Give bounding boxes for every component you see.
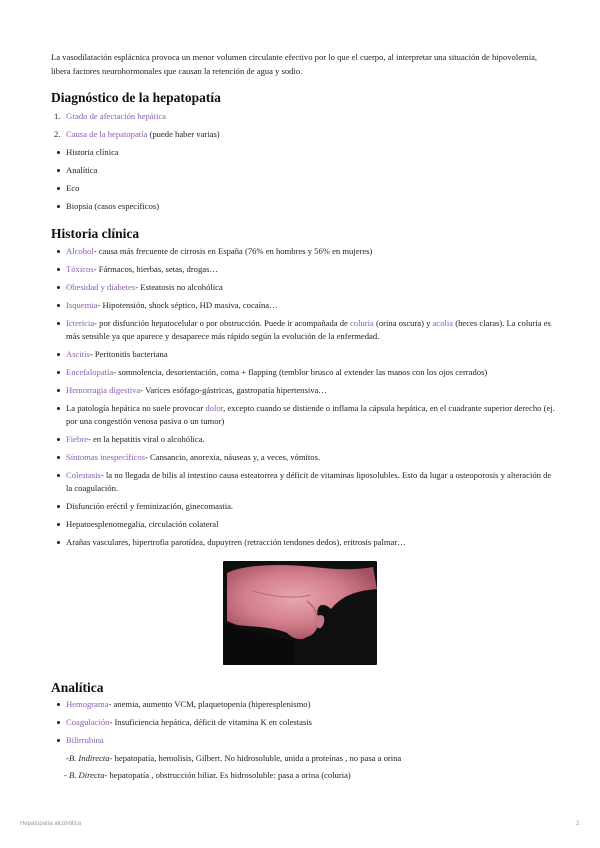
bullet-icon	[57, 407, 60, 410]
topic-link[interactable]: Hemorragia digestiva	[66, 385, 141, 395]
item-text: - Fármacos, hierbas, setas, drogas…	[93, 264, 219, 274]
footer-page-number: 2	[576, 821, 580, 827]
list-item	[51, 263, 556, 276]
analitica-list	[51, 698, 556, 752]
bullet-icon	[57, 304, 60, 307]
list-item	[51, 281, 556, 294]
topic-link[interactable]: Causa de la hepatopatía	[66, 129, 148, 139]
topic-link[interactable]: Grado de afectación hepática	[66, 111, 166, 121]
item-text: - la no llegada de bilis al intestino causa esteatorrea y déficit de vitaminas liposolubles. Esto da lugar a osteoporosis y alteración de la coagulación.	[66, 470, 552, 493]
topic-link[interactable]: Tóxicos	[66, 264, 94, 274]
list-item	[51, 384, 556, 397]
list-item	[51, 469, 556, 495]
bilirrubina-directa: - B. Directa- hepatopatía , obstrucción biliar. Es hidrosoluble: pasa a orina (coluria)	[64, 770, 351, 780]
list-item	[51, 317, 556, 343]
bullet-icon	[57, 505, 60, 508]
bullet-icon	[57, 739, 60, 742]
bullet-icon	[57, 268, 60, 271]
topic-link[interactable]: Isquemia	[66, 300, 98, 310]
item-text: - Hipotensión, shock séptico, HD masiva, cocaína…	[97, 300, 278, 310]
topic-link[interactable]: Coagulación	[66, 717, 110, 727]
item-text: Eco	[66, 183, 80, 193]
topic-link[interactable]: dolor	[205, 403, 224, 413]
bullet-icon	[57, 541, 60, 544]
topic-link[interactable]: Síntomas inespecíficos	[66, 452, 146, 462]
bullet-icon	[57, 703, 60, 706]
item-text: Hepatoesplenomegalia, circulación colateral	[66, 519, 219, 529]
item-text: - somnolencia, desorientación, coma + flapping (temblor brusco al extender las manos con los ojos cerrados)	[113, 367, 488, 377]
item-text: - por disfunción hepatocelular o por obstrucción. Puede ir acompañada de	[94, 318, 350, 328]
list-item	[51, 402, 556, 428]
list-item	[51, 164, 556, 177]
bullet-icon	[57, 456, 60, 459]
topic-link[interactable]: Colestasis	[66, 470, 101, 480]
item-text: - Peritonitis bacteriana	[89, 349, 168, 359]
item-text: - Cansancio, anorexia, náuseas y, a veces, vómitos.	[145, 452, 321, 462]
item-text: Historia clínica	[66, 147, 119, 157]
item-text: - Esteatosis no alcohólica	[135, 282, 223, 292]
item-text: La patología hepática no suele provocar	[66, 403, 206, 413]
bullet-icon	[57, 187, 60, 190]
intro-paragraph: La vasodilatación esplácnica provoca un menor volumen circulante efectivo por lo que el cuerpo, al interpretar una situación de hipovolemia, libera factores neurohormonales que causan la retención de agua y sodio.	[51, 52, 538, 76]
item-text: (orina oscura) y	[373, 318, 433, 328]
topic-link[interactable]: Hemograma	[66, 699, 109, 709]
item-text: - en la hepatitis viral o alcohólica.	[87, 434, 205, 444]
bullet-icon	[57, 474, 60, 477]
item-text: Analítica	[66, 165, 98, 175]
bullet-icon	[57, 389, 60, 392]
item-text: (puede haber varias)	[147, 129, 220, 139]
topic-link[interactable]: Encefalopatía	[66, 367, 114, 377]
topic-link[interactable]: acolia	[432, 318, 454, 328]
bullet-icon	[57, 151, 60, 154]
item-text: Biopsia (casos específicos)	[66, 201, 160, 211]
list-number: 1.	[54, 111, 61, 121]
list-item	[51, 451, 556, 464]
list-item	[51, 698, 556, 711]
bullet-icon	[57, 286, 60, 289]
list-item	[51, 128, 556, 141]
list-item	[51, 433, 556, 446]
section-title-analitica: Analítica	[51, 680, 104, 695]
list-item	[51, 299, 556, 312]
list-item	[51, 734, 556, 747]
list-item	[51, 348, 556, 361]
bullet-icon	[57, 250, 60, 253]
historia-list	[51, 245, 556, 554]
bullet-icon	[57, 322, 60, 325]
bullet-icon	[57, 371, 60, 374]
topic-link[interactable]: Obesidad y diabetes	[66, 282, 136, 292]
list-item	[51, 716, 556, 729]
item-text: - Insuficiencia hepática, déficit de vitamina K en colestasis	[109, 717, 313, 727]
topic-link[interactable]: coluria	[349, 318, 374, 328]
bullet-icon	[57, 205, 60, 208]
list-item	[51, 518, 556, 531]
bullet-icon	[57, 169, 60, 172]
item-text: , excepto cuando se distiende o inflama la cápsula hepática, en el cuadrante superior derecho (ej. por una congestión venosa pasiva o un tumor)	[66, 403, 555, 426]
bilirrubina-indirecta: -B. Indirecta- hepatopatía, hemolisis, Gilbert. No hidrosoluble, unida a proteínas , no pasa a orina	[66, 753, 402, 763]
item-text: Arañas vasculares, hipertrofia parotídea, dupuytren (retracción tendones dedos), eritrosis palmar…	[66, 537, 406, 547]
topic-link[interactable]: Bilirrubina	[66, 735, 104, 745]
bullet-icon	[57, 523, 60, 526]
topic-link[interactable]: Ascitis	[66, 349, 90, 359]
item-text: (heces claras). La coluria es más sensible ya que aparece y desaparece más rápido según la evolución de la enfermedad.	[66, 318, 551, 341]
topic-link[interactable]: Ictericia	[66, 318, 95, 328]
list-number: 2.	[54, 129, 61, 139]
bullet-icon	[57, 353, 60, 356]
bullet-icon	[57, 721, 60, 724]
list-item	[51, 536, 556, 549]
list-item	[51, 366, 556, 379]
topic-link[interactable]: Alcohol	[66, 246, 94, 256]
item-text: Disfunción eréctil y feminización, ginecomastia.	[66, 501, 234, 511]
list-item	[51, 182, 556, 195]
list-item	[51, 245, 556, 258]
diagnostico-list	[51, 110, 556, 218]
list-item	[51, 200, 556, 213]
footer-title: Hepatopatía alcohólica	[20, 821, 82, 827]
bullet-icon	[57, 438, 60, 441]
list-item	[51, 110, 556, 123]
list-item	[51, 500, 556, 513]
palmar-erythema-photo	[223, 561, 377, 665]
item-text: - causa más frecuente de cirrosis en España (76% en hombres y 56% en mujeres)	[93, 246, 373, 256]
topic-link[interactable]: Fiebre	[66, 434, 88, 444]
list-item	[51, 146, 556, 159]
item-text: - anemia, aumento VCM, plaquetopenia (hiperesplenismo)	[108, 699, 311, 709]
section-title-diagnostico: Diagnóstico de la hepatopatía	[51, 90, 221, 105]
section-title-historia: Historia clínica	[51, 226, 140, 241]
item-text: - Varices esófago-gástricas, gastropatía hipertensiva…	[140, 385, 327, 395]
